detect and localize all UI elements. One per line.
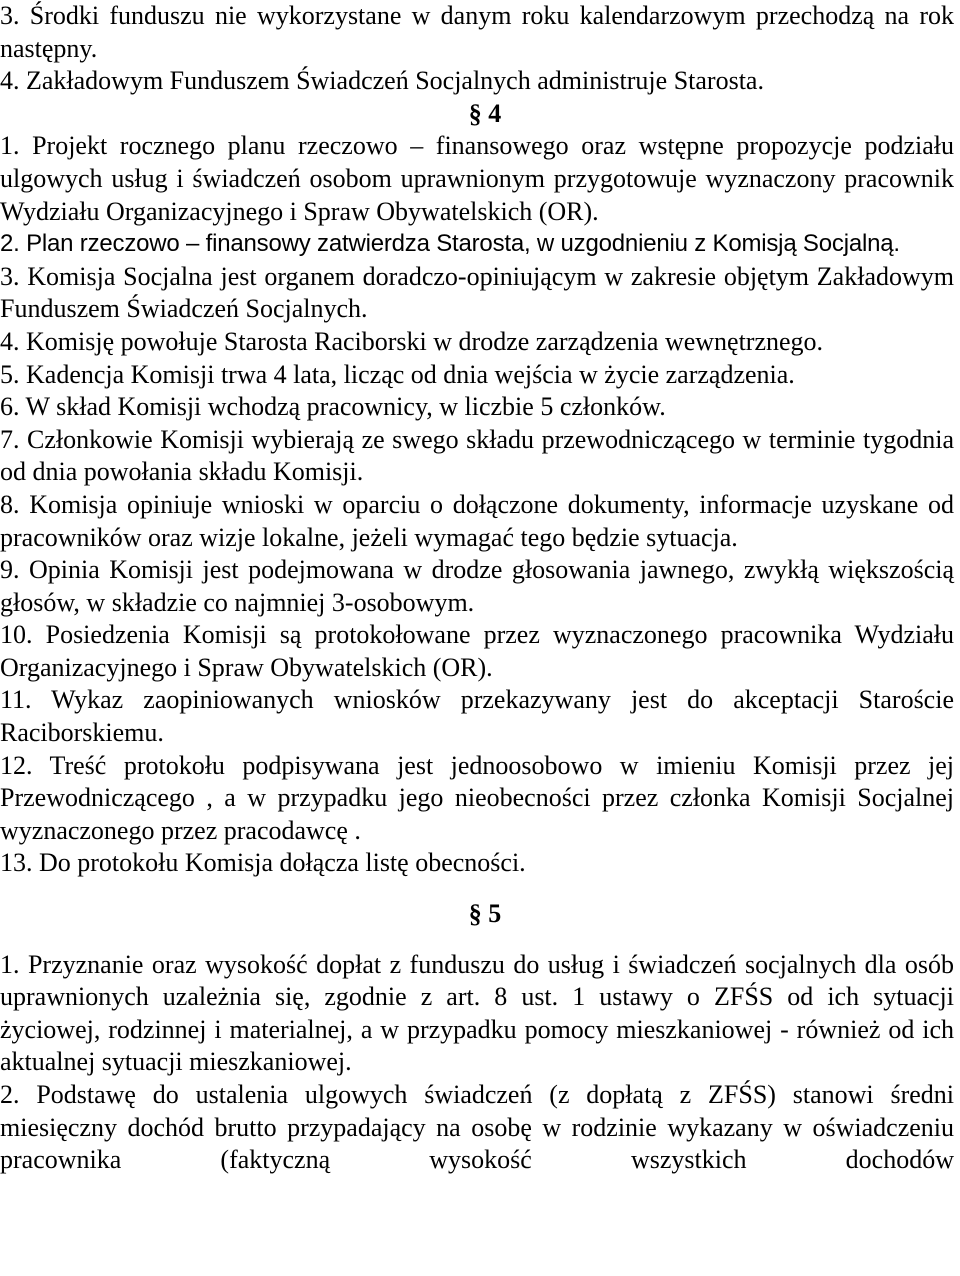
section-5-heading: § 5 [468,899,502,929]
intro-item-4: 4. Zakładowym Funduszem Świadczeń Socjalnych administruje Starosta. [0,66,764,96]
section-4-item-5: 5. Kadencja Komisji trwa 4 lata, licząc od dnia wejścia w życie zarządzenia. [0,359,795,389]
section-4-item-6: 6. W skład Komisji wchodzą pracownicy, w liczbie 5 członków. [0,392,666,422]
section-4-heading: § 4 [468,98,502,128]
section-4-item-13: 13. Do protokołu Komisja dołącza listę obecności. [0,848,526,878]
intro-item-3: 3. Środki funduszu nie wykorzystane w danym roku kalendarzowym przechodzą na rok następny. [0,1,954,63]
section-4-item-2: 2. Plan rzeczowo – finansowy zatwierdza Starosta, w uzgodnieniu z Komisją Socjalną. [0,230,900,258]
section-4-item-3: 3. Komisja Socjalna jest organem doradczo-opiniującym w zakresie objętym Zakładowym Funduszem Świadczeń Socjalnych. [0,261,954,324]
section-5-item-1: 1. Przyznanie oraz wysokość dopłat z funduszu do usług i świadczeń socjalnych dla osób uprawnionych uzależnia się, zgodnie z art. 8 ust. 1 ustawy o ZFŚS od ich sytuacji życiowej, rodzinnej i materialnej, a w przypadku pomocy mieszkaniowej - również od ich aktualnej sytuacji mieszkaniowej. [0,949,954,1077]
section-4-item-8: 8. Komisja opiniuje wnioski w oparciu o dołączone dokumenty, informacje uzyskane od pracowników oraz wizje lokalne, jeżeli wymagać tego będzie sytuacja. [0,489,954,552]
section-4-item-7: 7. Członkowie Komisji wybierają ze swego składu przewodniczącego w terminie tygodnia od dnia powołania składu Komisji. [0,424,954,487]
section-5-item-2: 2. Podstawę do ustalenia ulgowych świadczeń (z dopłatą z ZFŚS) stanowi średni miesięczny dochód brutto przypadający na osobę w rodzinie wykazany w oświadczeniu pracownika (faktyczną wysokość wszystkich dochodów [0,1080,954,1175]
section-4-item-12: 12. Treść protokołu podpisywana jest jednoosobowo w imieniu Komisji przez jej Przewodniczącego , a w przypadku jego nieobecności przez członka Komisji Socjalnej wyznaczonego przez pracodawcę . [0,750,954,845]
section-4-item-1: 1. Projekt rocznego planu rzeczowo – finansowego oraz wstępne propozycje podziału ulgowych usług i świadczeń osobom uprawnionym przygotowuje wyznaczony pracownik Wydziału Organizacyjnego i Spraw Obywatelskich (OR). [0,131,954,226]
section-4-item-4: 4. Komisję powołuje Starosta Raciborski w drodze zarządzenia wewnętrznego. [0,326,824,356]
section-4-item-9: 9. Opinia Komisji jest podejmowana w drodze głosowania jawnego, zwykłą większością głosów, w składzie co najmniej 3-osobowym. [0,555,954,617]
section-4-item-10: 10. Posiedzenia Komisji są protokołowane przez wyznaczonego pracownika Wydziału Organizacyjnego i Spraw Obywatelskich (OR). [0,620,954,682]
section-4-item-11: 11. Wykaz zaopiniowanych wniosków przekazywany jest do akceptacji Staroście Raciborskiemu. [0,685,954,748]
